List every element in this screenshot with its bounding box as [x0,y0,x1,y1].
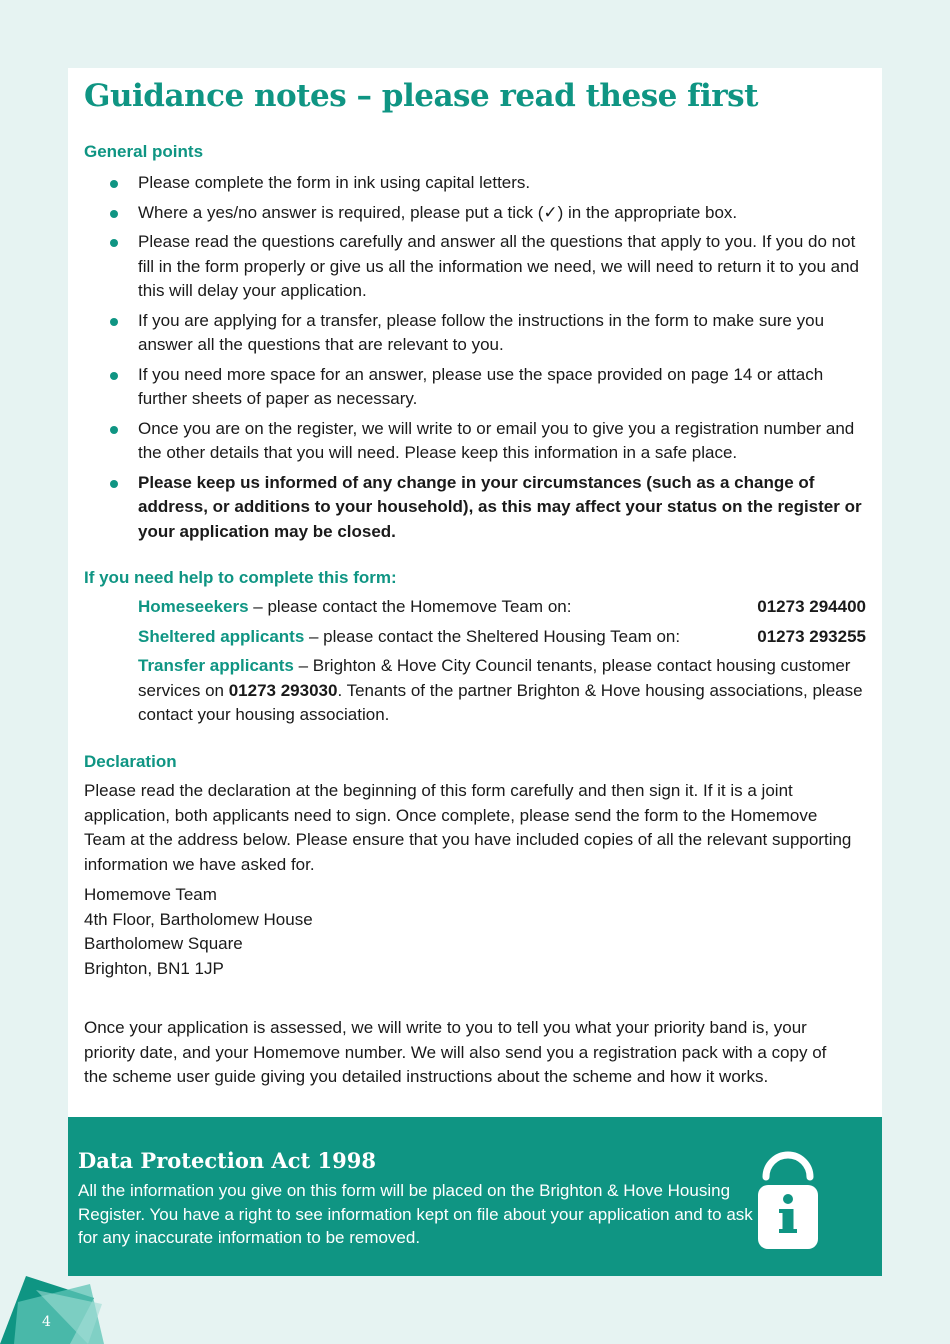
address-line: Bartholomew Square [84,934,243,953]
address-line: Brighton, BN1 1JP [84,958,224,978]
help-heading: If you need help to complete this form: [84,568,397,587]
list-item: If you are applying for a transfer, please follow the instructions in the form to make sure you answer all the questions that are relevant to you. [84,309,866,358]
list-item: Please read the questions carefully and answer all the questions that apply to you. If you do not fill in the form properly or give us all the information we need, we will need to return it to you and this will delay your application. [84,230,866,304]
list-item: Please keep us informed of any change in your circumstances (such as a change of address, or additions to your household), as this may affect your status on the register or your application may be closed. [84,471,866,545]
closing-paragraph: Once your application is assessed, we will write to you to tell you what your priority band is, your priority date, and your Homemove number. We will also send you a registration pack with a copy of the scheme user guide giving you detailed instructions about the scheme and how it works. [84,1018,827,1086]
bullet-icon [110,318,118,326]
padlock-info-icon [758,1145,818,1250]
homeseekers-contact: Homeseekers – please contact the Homemove Team on: 01273 294400 [138,595,866,620]
list-item: Please complete the form in ink using capital letters. [84,171,866,196]
transfer-phone: 01273 293030 [228,680,338,700]
general-points-heading: General points [84,142,204,161]
homeseekers-phone: 01273 294400 [757,597,866,616]
bullet-icon [110,210,118,218]
bullet-icon [110,239,118,247]
data-protection-box [68,1117,882,1276]
page-title: Guidance notes – please read these first [84,78,758,114]
data-protection-title: Data Protection Act 1998 [78,1148,376,1173]
list-item: Once you are on the register, we will write to or email you to give you a registration number and the other details that you will need. Please keep this information in a safe place. [84,417,866,466]
list-item: Where a yes/no answer is required, please put a tick (✓) in the appropriate box. [84,201,866,226]
data-protection-text: All the information you give on this form will be placed on the Brighton & Hove Housing Register. You have a right to see information kept on file about your application and to ask for any inaccurate information to be removed. [78,1181,753,1247]
bullet-icon [110,180,118,188]
address-line: 4th Floor, Bartholomew House [84,909,313,929]
corner-decoration [0,1270,110,1344]
transfer-contact: Transfer applicants – Brighton & Hove City Council tenants, please contact housing customer services on 01273 293030. Tenants of the partner Brighton & Hove housing associations, please contact your housing association. [138,656,863,724]
address-line: Homemove Team [84,885,217,904]
help-contacts [138,595,866,728]
bullet-icon [110,426,118,434]
sheltered-phone: 01273 293255 [757,626,866,646]
declaration-heading: Declaration [84,752,177,771]
general-points-list [84,171,866,549]
bullet-icon [110,480,118,488]
guidance-panel [68,68,882,1117]
bullet-icon [110,372,118,380]
declaration-text: Please read the declaration at the beginning of this form carefully and then sign it. If it is a joint application, both applicants need to sign. Once complete, please send the form to the Homemove Team at the address below. Please ensure that you have included copies of all the relevant supporting information we have asked for. [84,781,852,874]
page-number: 4 [42,1314,51,1330]
list-item: If you need more space for an answer, please use the space provided on page 14 or attach further sheets of paper as necessary. [84,363,866,412]
sheltered-contact: Sheltered applicants – please contact the Sheltered Housing Team on: 01273 293255 [138,625,866,650]
postal-address [84,883,313,981]
